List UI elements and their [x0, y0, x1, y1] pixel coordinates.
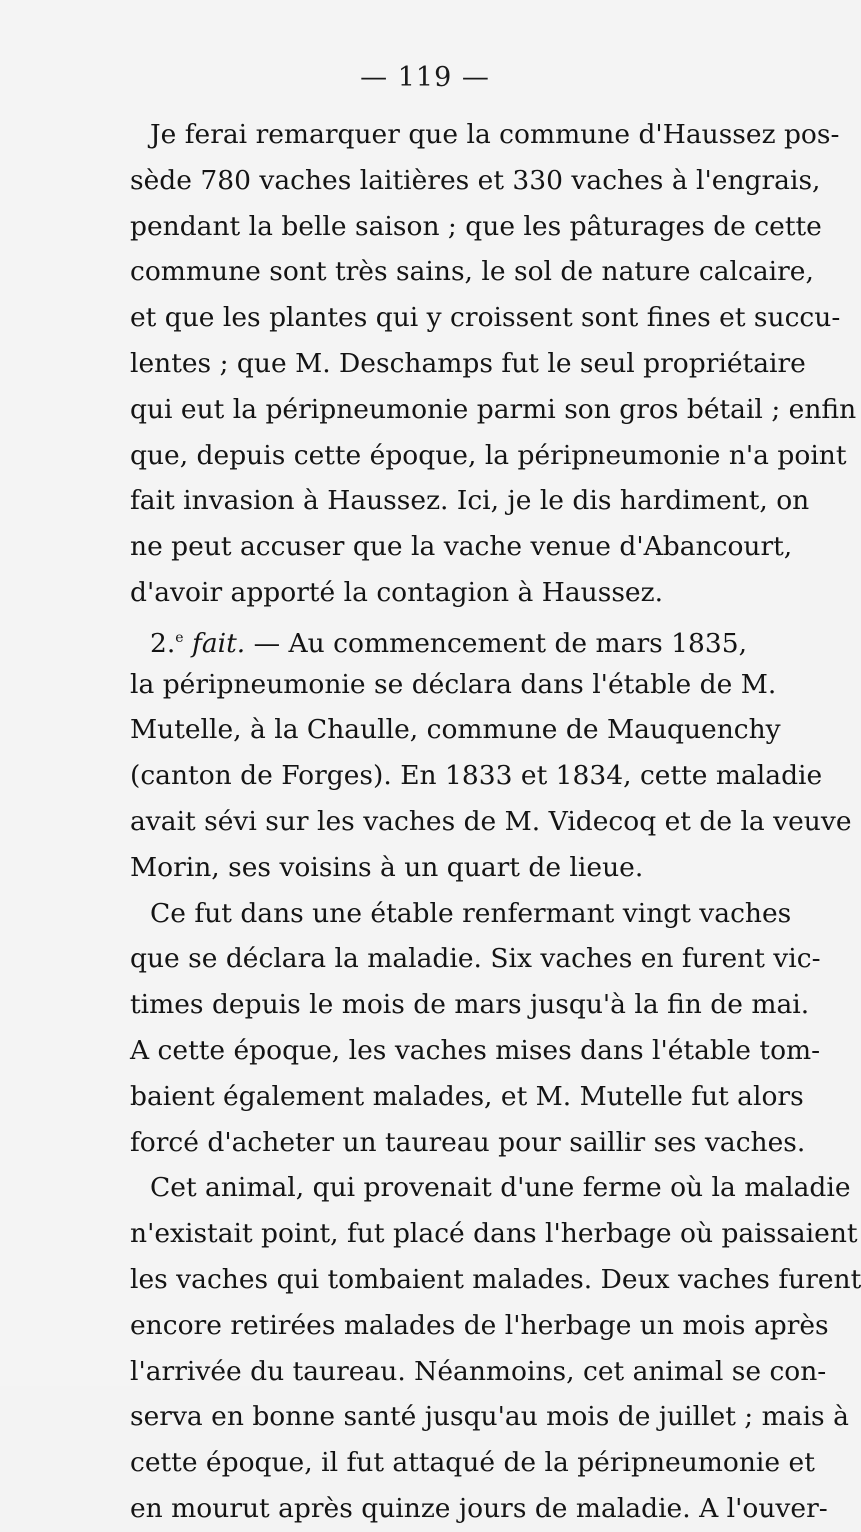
text-line: sède 780 vaches laitières et 330 vaches à l'engrais,	[130, 164, 821, 196]
text-line: la péripneumonie se déclara dans l'étable de M.	[130, 668, 777, 700]
text-line: ne peut accuser que la vache venue d'Abancourt,	[130, 531, 793, 563]
text-line: que se déclara la maladie. Six vaches en furent vic-	[130, 943, 821, 975]
text-line: Ce fut dans une étable renfermant vingt vaches	[150, 897, 792, 929]
text-line: (canton de Forges). En 1833 et 1834, cette maladie	[130, 760, 823, 792]
text-line: A cette époque, les vaches mises dans l'étable tom-	[130, 1034, 821, 1066]
fact-text: — Au commencement de mars 1835,	[245, 627, 747, 659]
text-line: pendant la belle saison ; que les pâturages de cette	[130, 210, 822, 242]
page-number: — 119 —	[360, 62, 490, 93]
text-line: l'arrivée du taureau. Néanmoins, cet animal se con-	[130, 1355, 827, 1387]
fact-number: 2.	[150, 627, 176, 659]
paragraph-1	[130, 112, 857, 616]
text-line: Mutelle, à la Chaulle, commune de Mauquenchy	[130, 714, 781, 746]
text-line: avait sévi sur les vaches de M. Videcoq et de la veuve	[130, 805, 852, 837]
text-line: cette époque, il fut attaqué de la péripneumonie et	[130, 1447, 815, 1479]
text-line: d'avoir apporté la contagion à Haussez.	[130, 576, 664, 608]
paragraph-2	[130, 616, 852, 891]
paragraph-4	[130, 1165, 861, 1531]
text-line: baient également malades, et M. Mutelle fut alors	[130, 1080, 804, 1112]
text-line: les vaches qui tombaient malades. Deux vaches furent	[130, 1263, 861, 1295]
text-line: Morin, ses voisins à un quart de lieue.	[130, 851, 644, 883]
text-line: encore retirées malades de l'herbage un mois après	[130, 1309, 829, 1341]
fact-label: fait.	[192, 627, 246, 659]
text-line: qui eut la péripneumonie parmi son gros bétail ; enfin	[130, 393, 857, 425]
text-line: forcé d'acheter un taureau pour saillir ses vaches.	[130, 1126, 806, 1158]
text-line: Cet animal, qui provenait d'une ferme où la maladie	[150, 1172, 851, 1204]
text-line: en mourut après quinze jours de maladie. A l'ouver-	[130, 1492, 828, 1524]
text-line: que, depuis cette époque, la péripneumonie n'a point	[130, 439, 847, 471]
text-line: times depuis le mois de mars jusqu'à la fin de mai.	[130, 989, 810, 1021]
text-line: commune sont très sains, le sol de nature calcaire,	[130, 256, 814, 288]
text-line: fait invasion à Haussez. Ici, je le dis hardiment, on	[130, 485, 810, 517]
fact-number-superscript: e	[175, 629, 184, 646]
text-line: n'existait point, fut placé dans l'herbage où paissaient	[130, 1218, 858, 1250]
text-line: serva en bonne santé jusqu'au mois de juillet ; mais à	[130, 1401, 849, 1433]
text-line: et que les plantes qui y croissent sont fines et succu-	[130, 302, 841, 334]
paragraph-3	[130, 891, 821, 1166]
body-text	[130, 112, 861, 1532]
text-line: lentes ; que M. Deschamps fut le seul propriétaire	[130, 347, 806, 379]
text-line	[130, 616, 747, 662]
text-line: Je ferai remarquer que la commune d'Haussez pos-	[150, 119, 840, 150]
